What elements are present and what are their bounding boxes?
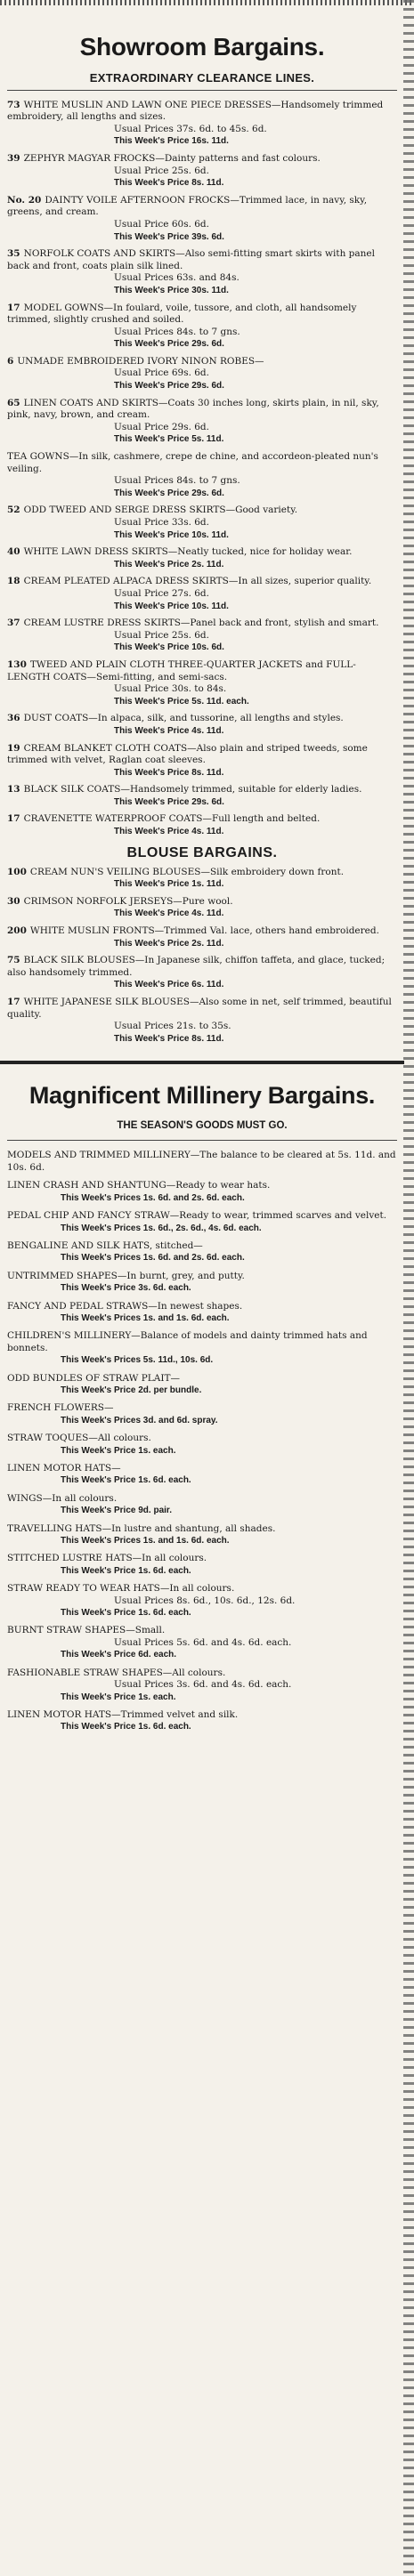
list-item [7,955,397,991]
item-quantity: 40 [7,546,20,558]
section-divider [0,1061,404,1064]
item-description: BENGALINE AND SILK HATS, stitched— [7,1240,203,1251]
week-price: This Week's Price 1s. 6d. each. [61,1565,191,1576]
item-quantity: 65 [7,397,20,408]
list-item [7,1709,397,1733]
item-description: CREAM PLEATED ALPACA DRESS SKIRTS—In all sizes, superior quality. [23,576,372,587]
week-price: This Week's Price 9d. pair. [61,1506,173,1516]
week-price: This Week's Prices 3d. and 6d. spray. [61,1415,218,1425]
item-description: WHITE LAWN DRESS SKIRTS—Neatly tucked, nice for holiday wear. [23,546,353,558]
item-description: FANCY AND PEDAL STRAWS—In newest shapes. [7,1300,243,1312]
list-item [7,1463,397,1487]
item-quantity: 13 [7,784,20,795]
item-quantity: 18 [7,576,20,587]
usual-price: Usual Price 60s. 6d. [114,218,209,230]
item-quantity: 100 [7,866,27,877]
usual-price: Usual Price 33s. 6d. [114,517,209,528]
item-quantity: No. 20 [7,194,42,206]
item-description: FASHIONABLE STRAW SHAPES—All colours. [7,1667,226,1678]
item-quantity: 130 [7,658,27,670]
item-description: STRAW TOQUES—All colours. [7,1433,151,1444]
list-item [7,925,397,949]
item-description: DAINTY VOILE AFTERNOON FROCKS—Trimmed lace, in navy, sky, greens, and cream. [7,194,368,218]
week-price: This Week's Price 29s. 6d. [114,381,224,392]
week-price: This Week's Price 5s. 11d. each. [114,696,249,707]
item-quantity: 52 [7,505,20,516]
item-description: LINEN MOTOR HATS—Trimmed velvet and silk. [7,1708,239,1720]
item-description: CREAM LUSTRE DRESS SKIRTS—Panel back and front, stylish and smart. [23,618,379,629]
list-item [7,1373,397,1397]
item-description: WHITE MUSLIN FRONTS—Trimmed Val. lace, others hand embroidered. [29,925,379,937]
item-description: WHITE JAPANESE SILK BLOUSES—Also some in net, self trimmed, beautiful quality. [7,997,392,1020]
list-item [7,451,397,499]
list-item [7,546,397,570]
section-rule [7,1140,397,1141]
item-quantity: 75 [7,955,20,966]
millinery-subtitle: THE SEASON'S GOODS MUST GO. [117,1120,288,1132]
list-item [7,1583,397,1619]
list-item [7,618,397,654]
blouse-section-title: BLOUSE BARGAINS. [126,844,278,860]
week-price: This Week's Price 4s. 11d. [114,908,224,919]
list-item [7,784,397,808]
item-description: LINEN COATS AND SKIRTS—Coats 30 inches long, skirts plain, in nil, sky, pink, navy, brown, and cream. [7,397,379,421]
usual-price: Usual Prices 84s. to 7 gns. [114,475,240,487]
showroom-title: Showroom Bargains. [79,33,325,61]
item-description: DUST COATS—In alpaca, silk, and tussorine, all lengths and styles. [23,713,344,724]
list-item [7,1523,397,1547]
week-price: This Week's Price 8s. 11d. [114,1033,224,1044]
week-price: This Week's Price 3s. 6d. each. [61,1283,191,1294]
item-quantity: 17 [7,302,20,313]
week-price: This Week's Price 4s. 11d. [114,725,224,736]
week-price: This Week's Price 1s. each. [61,1445,176,1456]
usual-price: Usual Price 25s. 6d. [114,629,209,641]
week-price: This Week's Price 5s. 11d. [114,434,224,445]
list-item [7,1433,397,1457]
week-price: This Week's Price 29s. 6d. [114,488,224,498]
week-price: This Week's Price 1s. 11d. [114,879,224,890]
week-price: This Week's Price 10s. 11d. [114,601,229,611]
week-price: This Week's Price 2s. 11d. [114,559,224,569]
week-price: This Week's Price 2s. 11d. [114,938,224,949]
usual-price: Usual Price 27s. 6d. [114,587,209,599]
week-price: This Week's Price 1s. 6d. each. [61,1608,191,1619]
showroom-subtitle: EXTRAORDINARY CLEARANCE LINES. [89,70,315,85]
item-description: PEDAL CHIP AND FANCY STRAW—Ready to wear, trimmed scarves and velvet. [7,1210,387,1222]
item-quantity: 36 [7,713,20,724]
week-price: This Week's Price 1s. 6d. each. [61,1475,191,1486]
usual-price: Usual Prices 8s. 6d., 10s. 6d., 12s. 6d. [114,1595,296,1606]
list-item [7,1271,397,1295]
item-description: FRENCH FLOWERS— [7,1402,114,1414]
week-price: This Week's Price 30s. 11d. [114,285,229,295]
item-description: CHILDREN'S MILLINERY—Balance of models and dainty trimmed hats and bonnets. [7,1330,368,1353]
list-item [7,1240,397,1264]
list-item [7,153,397,190]
item-description: STITCHED LUSTRE HATS—In all colours. [7,1553,207,1564]
item-description: CRAVENETTE WATERPROOF COATS—Full length and belted. [23,813,321,825]
week-price: This Week's Price 4s. 11d. [114,827,224,837]
list-item [7,896,397,920]
usual-price: Usual Price 30s. to 84s. [114,683,227,695]
week-price: This Week's Price 2d. per bundle. [61,1385,202,1395]
list-item [7,248,397,296]
item-quantity: 37 [7,618,20,629]
blouse-item-list [7,867,397,1046]
list-item [7,100,397,148]
item-description: NORFOLK COATS AND SKIRTS—Also semi-fitting smart skirts with panel back and front, coats plain silk lined. [7,248,376,271]
list-item [7,997,397,1045]
week-price: This Week's Price 1s. 6d. each. [61,1722,191,1732]
usual-price: Usual Price 29s. 6d. [114,421,209,432]
week-price: This Week's Price 6s. 11d. [114,980,224,990]
week-price: This Week's Prices 5s. 11d., 10s. 6d. [61,1355,214,1366]
list-item [7,1301,397,1325]
list-item [7,713,397,737]
list-item [7,195,397,243]
section-rule [7,90,397,91]
list-item [7,303,397,351]
item-description: BLACK SILK COATS—Handsomely trimmed, suitable for elderly ladies. [23,784,362,795]
millinery-item-list [7,1150,397,1732]
week-price: This Week's Price 10s. 6d. [114,642,224,653]
week-price: This Week's Price 8s. 11d. [114,178,224,189]
item-description: TWEED AND PLAIN CLOTH THREE-QUARTER JACKETS and FULL-LENGTH COATS—Semi-fitting, and semi-sacs. [7,658,356,682]
item-quantity: 30 [7,895,20,907]
item-description: TEA GOWNS—In silk, cashmere, crepe de chine, and accordeon-pleated nun's veiling. [7,451,378,474]
usual-price: Usual Price 25s. 6d. [114,165,209,176]
item-description: WHITE MUSLIN AND LAWN ONE PIECE DRESSES—Handsomely trimmed embroidery, all lengths and sizes. [7,99,384,123]
week-price: This Week's Prices 1s. 6d. and 2s. 6d. each. [61,1253,245,1264]
week-price: This Week's Price 16s. 11d. [114,136,229,147]
list-item [7,398,397,446]
list-item [7,576,397,612]
showroom-item-list [7,100,397,838]
item-description: ODD TWEED AND SERGE DRESS SKIRTS—Good variety. [23,505,298,516]
list-item [7,813,397,837]
list-item [7,1150,397,1174]
item-description: CREAM NUN'S VEILING BLOUSES—Silk embroidery down front. [29,866,345,877]
item-description: MODELS AND TRIMMED MILLINERY—The balance to be cleared at 5s. 11d. and 10s. 6d. [7,1150,396,1173]
item-description: BLACK SILK BLOUSES—In Japanese silk, chiffon taffeta, and glace, tucked; also handsomely trimmed. [7,955,386,978]
week-price: This Week's Prices 1s. 6d. and 2s. 6d. each. [61,1192,245,1203]
week-price: This Week's Price 29s. 6d. [114,796,224,807]
item-description: TRAVELLING HATS—In lustre and shantung, all shades. [7,1522,276,1534]
item-description: ZEPHYR MAGYAR FROCKS—Dainty patterns and fast colours. [23,152,321,164]
usual-price: Usual Prices 21s. to 35s. [114,1021,231,1032]
list-item [7,1330,397,1366]
week-price: This Week's Price 6d. each. [61,1650,177,1660]
week-price: This Week's Price 1s. each. [61,1692,176,1702]
item-description: CREAM BLANKET CLOTH COATS—Also plain and striped tweeds, some trimmed with velvet, Raglan coat sleeves. [7,742,368,766]
millinery-title: Magnificent Millinery Bargains. [28,1082,376,1110]
item-description: LINEN CRASH AND SHANTUNG—Ready to wear hats. [7,1180,271,1191]
week-price: This Week's Prices 1s. 6d., 2s. 6d., 4s. 6d. each. [61,1223,262,1233]
item-quantity: 19 [7,742,20,754]
item-quantity: 6 [7,355,14,367]
usual-price: Usual Prices 84s. to 7 gns. [114,326,240,337]
list-item [7,743,397,779]
list-item [7,1625,397,1660]
item-quantity: 73 [7,99,20,110]
list-item [7,867,397,891]
item-description: BURNT STRAW SHAPES—Small. [7,1625,166,1636]
list-item [7,1402,397,1426]
advertisement-column [7,7,397,1740]
list-item [7,1493,397,1517]
usual-price: Usual Prices 5s. 6d. and 4s. 6d. each. [114,1636,292,1648]
right-border-ornament [403,0,414,2576]
item-description: UNMADE EMBROIDERED IVORY NINON ROBES— [17,355,264,367]
usual-price: Usual Prices 63s. and 84s. [114,272,239,284]
list-item [7,659,397,707]
list-item [7,1210,397,1234]
list-item [7,356,397,392]
item-quantity: 200 [7,925,27,937]
item-quantity: 17 [7,997,20,1007]
week-price: This Week's Prices 1s. and 1s. 6d. each. [61,1536,230,1546]
item-description: WINGS—In all colours. [7,1492,118,1504]
item-description: LINEN MOTOR HATS— [7,1463,121,1474]
list-item [7,1553,397,1577]
item-description: STRAW READY TO WEAR HATS—In all colours. [7,1583,235,1595]
usual-price: Usual Prices 3s. 6d. and 4s. 6d. each. [114,1679,292,1691]
week-price: This Week's Price 39s. 6d. [114,231,224,242]
week-price: This Week's Price 10s. 11d. [114,529,229,540]
week-price: This Week's Prices 1s. and 1s. 6d. each. [61,1312,230,1323]
week-price: This Week's Price 8s. 11d. [114,767,224,778]
item-quantity: 17 [7,813,20,825]
item-quantity: 35 [7,248,20,260]
list-item [7,1180,397,1204]
week-price: This Week's Price 29s. 6d. [114,339,224,350]
usual-price: Usual Price 69s. 6d. [114,367,209,379]
item-quantity: 39 [7,152,20,164]
list-item [7,505,397,541]
list-item [7,1668,397,1703]
item-description: MODEL GOWNS—In foulard, voile, tussore, and cloth, all handsomely trimmed, slightly crushed and soiled. [7,302,357,326]
item-description: UNTRIMMED SHAPES—In burnt, grey, and putty. [7,1270,245,1281]
top-border-ornament [0,0,414,5]
usual-price: Usual Prices 37s. 6d. to 45s. 6d. [114,123,267,134]
item-description: ODD BUNDLES OF STRAW PLAIT— [7,1372,181,1384]
item-description: CRIMSON NORFOLK JERSEYS—Pure wool. [23,895,233,907]
